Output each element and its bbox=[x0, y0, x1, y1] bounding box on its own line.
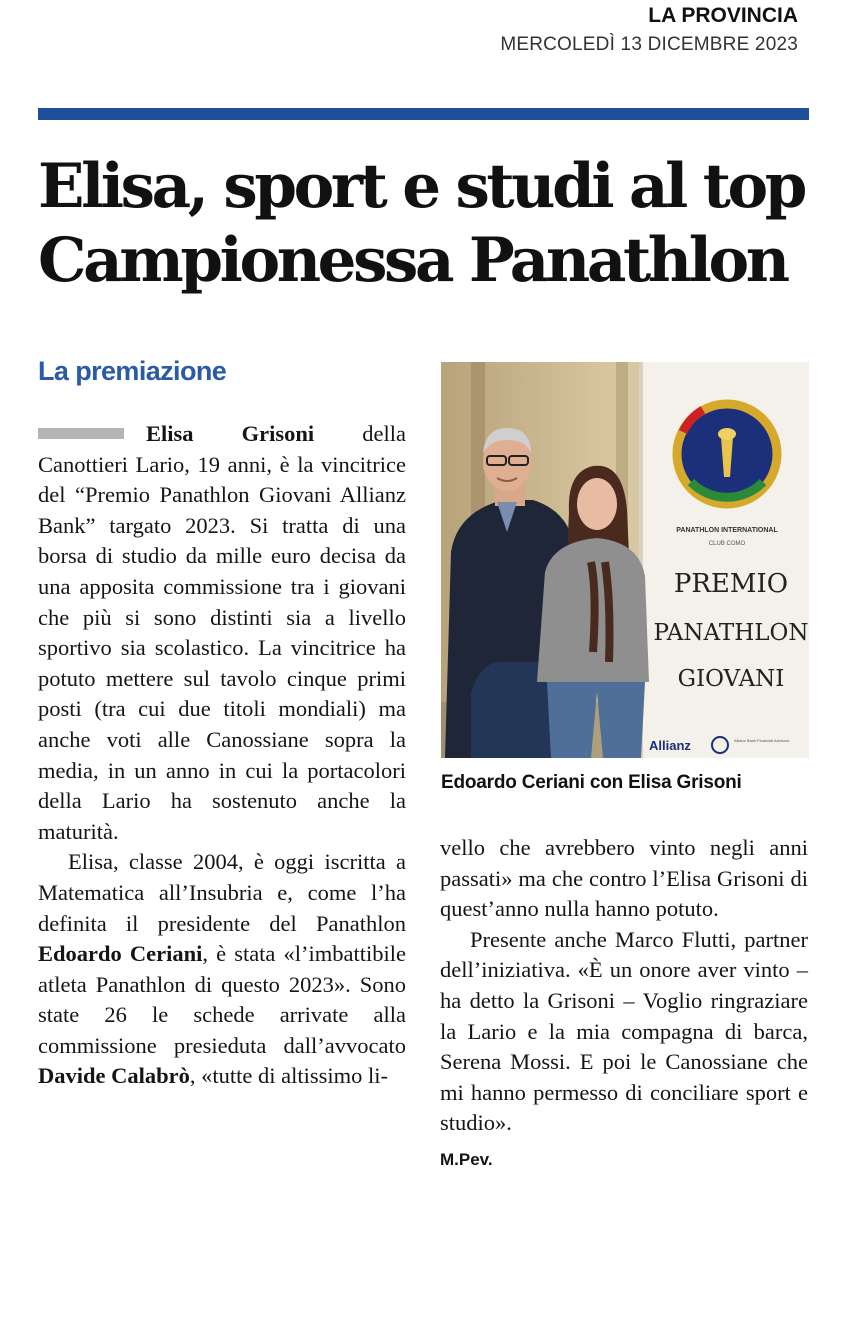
paragraph-4: Presente anche Marco Flutti, partner dell’iniziativa. «È un onore aver vinto – ha detto la Grisoni – Voglio ringraziare la Lario e la mia compagna di barca, Serena Mossi. E poi le Canossiane che mi hanno permesso di conciliare sport e studio». bbox=[440, 926, 808, 1136]
banner-sponsor-sub: Allianz Bank Financial Advisors bbox=[734, 738, 790, 743]
photo-illustration bbox=[441, 362, 809, 758]
banner-club: CLUB COMO bbox=[708, 541, 746, 547]
article-column-left bbox=[38, 419, 406, 1092]
header-rule bbox=[38, 108, 809, 120]
banner-sponsor: Allianz bbox=[649, 738, 691, 753]
paragraph-2 bbox=[38, 847, 406, 1092]
banner-line-3: GIOVANI bbox=[677, 666, 785, 692]
kicker: La premiazione bbox=[38, 356, 227, 386]
author-signature: M.Pev. bbox=[440, 1149, 493, 1169]
banner-org: PANATHLON INTERNATIONAL bbox=[676, 527, 778, 534]
banner-line-1: PREMIO bbox=[673, 569, 789, 599]
masthead bbox=[500, 4, 798, 56]
photo-caption: Edoardo Ceriani con Elisa Grisoni bbox=[441, 772, 742, 793]
name-davide-calabro: Davide Calabrò bbox=[38, 1063, 190, 1089]
paragraph-2-text-c: , «tutte di altissimo li- bbox=[189, 1063, 388, 1089]
article-photo bbox=[441, 362, 809, 758]
headline-line-1: Elisa, sport e studi al top bbox=[38, 151, 805, 222]
paragraph-1-text: della Canottieri Lario, 19 anni, è la vincitrice del “Premio Panathlon Giovani Allianz Bank” targato 2023. Si tratta di una borsa di studio da mille euro decisa da una apposita commissione tra i giovani che più si sono distinti sia a livello sportivo sia scolastico. La vincitrice ha potuto mettere sul tavolo cinque primi posti (tra cui due titoli mondiali) ma anche voti alle Canossiane sopra la media, in un anno in cui la portacolori della Lario ha sostenuto anche la maturità. bbox=[38, 421, 406, 844]
name-edoardo-ceriani: Edoardo Ceriani bbox=[38, 941, 203, 967]
issue-date: MERCOLEDÌ 13 DICEMBRE 2023 bbox=[500, 34, 798, 55]
paragraph-3: vello che avrebbero vinto negli anni passati» ma che contro l’Elisa Grisoni di quest’anno nulla hanno potuto. bbox=[440, 835, 808, 922]
headline bbox=[38, 150, 828, 298]
lead-dash bbox=[38, 428, 124, 439]
newspaper-name: LA PROVINCIA bbox=[648, 4, 798, 27]
paragraph-1 bbox=[38, 419, 406, 847]
name-elisa-grisoni: Elisa Grisoni bbox=[146, 421, 315, 446]
banner-line-2: PANATHLON bbox=[653, 620, 809, 646]
headline-line-2: Campionessa Panathlon bbox=[38, 225, 787, 296]
article-column-right bbox=[440, 833, 808, 1176]
paragraph-2-text-a: Elisa, classe 2004, è oggi iscritta a Matematica all’Insubria e, come l’ha definita il presidente del Panathlon bbox=[38, 849, 406, 936]
paragraph-2-text-b: , è stata «l’imbattibile atleta Panathlon di questo 2023». Sono state 26 le schede arrivate alla commissione presieduta dall’avvocato bbox=[38, 941, 406, 1058]
